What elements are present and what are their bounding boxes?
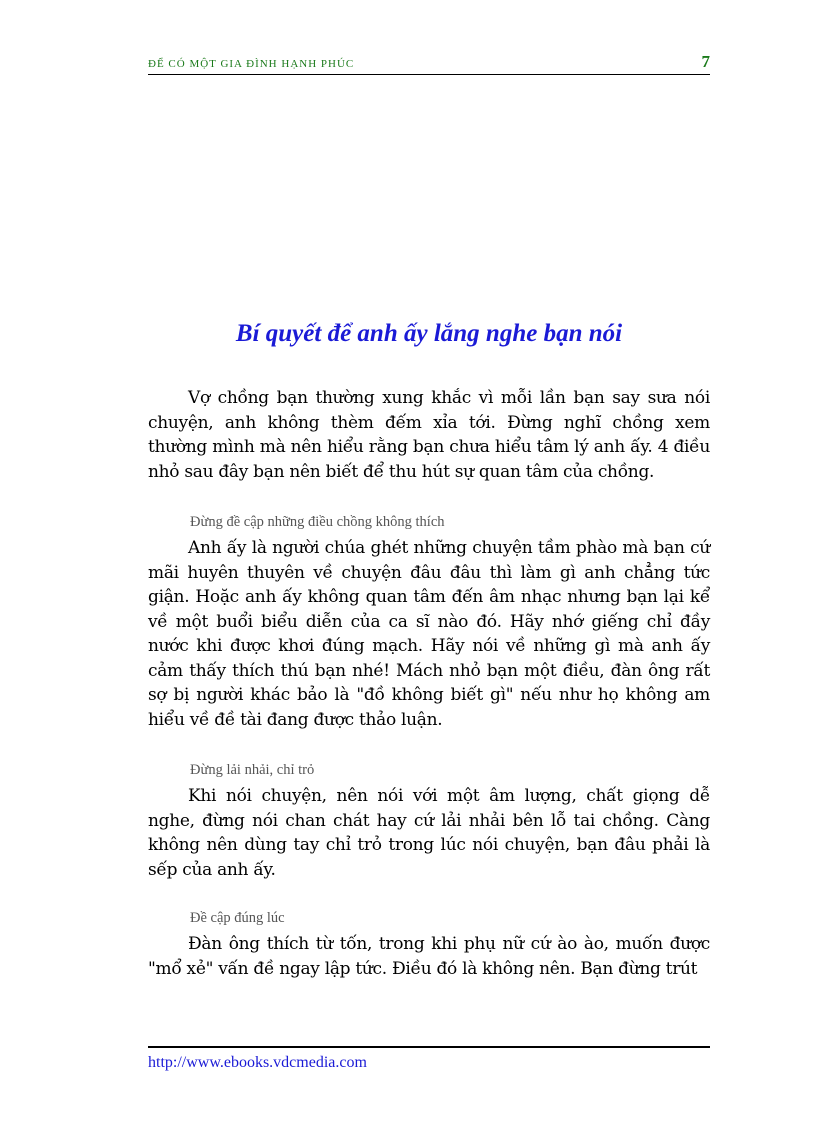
intro-paragraph: Vợ chồng bạn thường xung khắc vì mỗi lần bạn say sưa nói chuyện, anh không thèm đếm xỉa tới. Đừng nghĩ chồng xem thường mình mà nên hiểu rằng bạn chưa hiểu tâm lý anh ấy. 4 điều nhỏ sau đây bạn nên biết để thu hút sự quan tâm của chồng. bbox=[148, 388, 710, 482]
section-paragraph: Đàn ông thích từ tốn, trong khi phụ nữ cứ ào ào, muốn được "mổ xẻ" vấn đề ngay lập tức. Điều đó là không nên. Bạn đừng trút bbox=[148, 934, 710, 979]
section-heading: Đừng đề cập những điều chồng không thích bbox=[190, 514, 445, 530]
section-paragraph: Anh ấy là người chúa ghét những chuyện tầm phào mà bạn cứ mãi huyên thuyên về chuyện đâu đâu thì làm gì anh chẳng tức giận. Hoặc anh ấy không quan tâm đến âm nhạc nhưng bạn lại kể về một buổi biểu diễn của ca sĩ nào đó. Hãy nhớ giếng chỉ đầy nước khi được khơi đúng mạch. Hãy nói về những gì mà anh ấy cảm thấy thích thú bạn nhé! Mách nhỏ bạn một điều, đàn ông rất sợ bị người khác bảo là "đồ không biết gì" nếu như họ không am hiểu về đề tài đang được thảo luận. bbox=[148, 538, 710, 730]
page-number: 7 bbox=[701, 52, 710, 71]
page-footer bbox=[148, 1046, 710, 1071]
section-paragraph: Khi nói chuyện, nên nói với một âm lượng, chất giọng dễ nghe, đừng nói chan chát hay cứ lải nhải bên lỗ tai chồng. Càng không nên dùng tay chỉ trỏ trong lúc nói chuyện, bạn đâu phải là sếp của anh ấy. bbox=[148, 786, 710, 880]
section-heading: Đề cập đúng lúc bbox=[190, 910, 285, 926]
footer-link[interactable]: http://www.ebooks.vdcmedia.com bbox=[148, 1054, 367, 1071]
section-heading: Đừng lải nhải, chỉ trỏ bbox=[190, 762, 315, 778]
page-header bbox=[148, 52, 710, 75]
running-title: ĐỂ CÓ MỘT GIA ĐÌNH HẠNH PHÚC bbox=[148, 58, 355, 70]
article-title: Bí quyết để anh ấy lắng nghe bạn nói bbox=[235, 320, 623, 347]
